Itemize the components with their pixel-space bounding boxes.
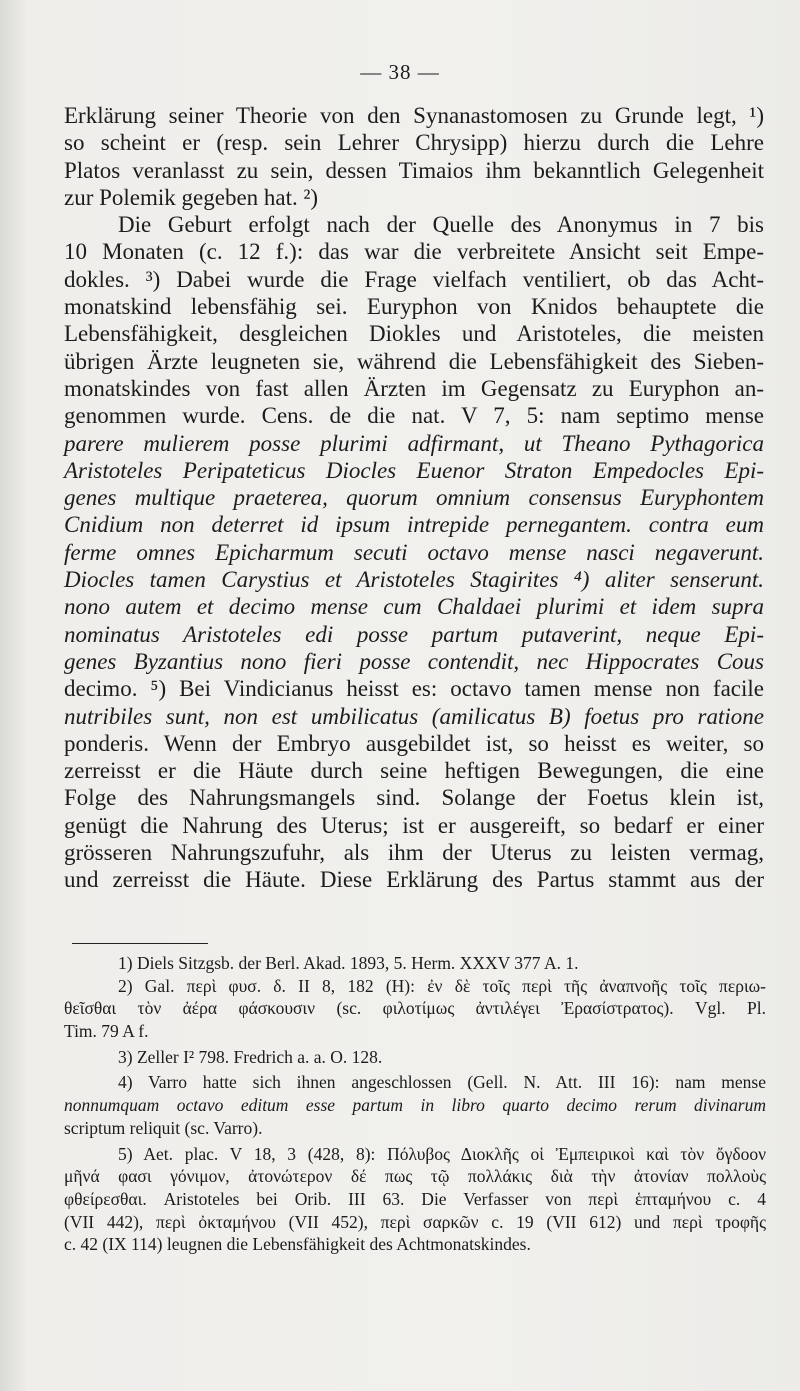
body-line-16: Cnidium non deterret id ipsum intrepide pernegantem. contra eum [64,512,764,538]
body-line-23: nutribiles sunt, non est umbilicatus (amilicatus B) foetus pro ratione [64,703,764,729]
body-line-3: Platos veranlasst zu sein, dessen Timaios ihm bekanntlich Gelegenheit [64,157,764,183]
body-line-22: decimo. ⁵) Bei Vindicianus heisst es: octavo tamen mense non facile [64,676,764,702]
footnote-line-3: θεῖσθαι τὸν ἀέρα φάσκουσιν (sc. φιλοτίμως ἀντιλέγει Ἐρασίστρατος). Vgl. Pl. [64,998,766,1019]
body-line-15: genes multique praeterea, quorum omnium consensus Euryphontem [64,485,764,511]
body-line-9: Lebensfähigkeit, desgleichen Diokles und Aristoteles, die meisten [64,321,764,347]
footnote-line-9: 5) Aet. plac. V 18, 3 (428, 8): Πόλυβος Διοκλῆς οἱ Ἐμπειρικοὶ καὶ τὸν ὄγδοον [118,1143,766,1164]
body-line-1: Erklärung seiner Theorie von den Synanastomosen zu Grunde legt, ¹) [64,103,764,128]
footnote-line-6: 4) Varro hatte sich ihnen angeschlossen (Gell. N. Att. III 16): nam mense [118,1072,766,1093]
footnote-line-11: φθείρεσθαι. Aristoteles bei Orib. III 63. Die Verfasser von περὶ ἑπταμήνου c. 4 [64,1188,766,1209]
body-line-21: genes Byzantius nono fieri posse contendit, nec Hippocrates Cous [64,648,764,674]
footnote-divider [72,943,208,944]
body-line-17: ferme omnes Epicharmum secuti octavo mense nasci negaverunt. [64,539,764,565]
footnotes [64,952,766,1256]
body-line-2: so scheint er (resp. sein Lehrer Chrysipp) hierzu durch die Lehre [64,130,764,156]
body-line-20: nominatus Aristoteles edi posse partum putaverint, neque Epi- [64,621,764,647]
body-line-14: Aristoteles Peripateticus Diocles Euenor Straton Empedocles Epi- [64,457,764,483]
body-line-18: Diocles tamen Carystius et Aristoteles Stagirites ⁴) aliter senserunt. [64,567,764,593]
body-line-7: dokles. ³) Dabei wurde die Frage vielfach ventiliert, ob das Acht- [64,266,764,292]
footnote-line-2: 2) Gal. περὶ φυσ. δ. II 8, 182 (H): ἐν δὲ τοῖς περὶ τῆς ἀναπνοῆς τοῖς περιω- [118,975,766,996]
footnote-line-4: Tim. 79 A f. [64,1021,149,1042]
body-line-29: und zerreisst die Häute. Diese Erklärung des Partus stammt aus der [64,867,764,893]
body-line-28: grösseren Nahrungszufuhr, als ihm der Uterus zu leisten vermag, [64,840,764,866]
footnote-line-7: nonnumquam octavo editum esse partum in libro quarto decimo rerum divinarum [64,1095,766,1116]
body-line-5: Die Geburt erfolgt nach der Quelle des Anonymus in 7 bis [118,212,764,238]
footnote-line-5: 3) Zeller I² 798. Fredrich a. a. O. 128. [118,1046,383,1067]
body-line-10: übrigen Ärzte leugneten sie, während die Lebensfähigkeit des Sieben- [64,348,764,374]
body-line-25: zerreisst er die Häute durch seine heftigen Bewegungen, die eine [64,758,764,784]
body-line-27: genügt die Nahrung des Uterus; ist er ausgereift, so bedarf er einer [64,812,764,838]
body-line-13: parere mulierem posse plurimi adfirmant, ut Theano Pythagorica [64,430,764,456]
footnote-line-12: (VII 442), περὶ ὀκταμήνου (VII 452), περὶ σαρκῶν c. 19 (VII 612) und περὶ τροφῆς [64,1211,766,1232]
body-line-19: nono autem et decimo mense cum Chaldaei plurimi et idem supra [64,594,764,620]
footnote-line-13: c. 42 (IX 114) leugnen die Lebensfähigkeit des Achtmonatskindes. [64,1234,531,1255]
body-line-24: ponderis. Wenn der Embryo ausgebildet ist, so heisst es weiter, so [64,730,764,756]
body-line-4: zur Polemik gegeben hat. ²) [64,184,319,210]
footnote-line-10: μῆνά φασι γόνιμον, ἀτονώτερον δέ πως τῷ πολλάκις διὰ τὴν ἀτονίαν πολλοὺς [64,1166,766,1187]
page-number: — 38 — [360,60,440,84]
footnote-line-8: scriptum reliquit (sc. Varro). [64,1117,263,1138]
body-line-26: Folge des Nahrungsmangels sind. Solange der Foetus klein ist, [64,785,764,811]
main-text [64,102,764,894]
footnote-line-1: 1) Diels Sitzgsb. der Berl. Akad. 1893, 5. Herm. XXXV 377 A. 1. [118,953,579,973]
body-line-6: 10 Monaten (c. 12 f.): das war die verbreitete Ansicht seit Empe- [64,239,764,265]
body-line-12: genommen wurde. Cens. de die nat. V 7, 5: nam septimo mense [64,403,764,429]
body-line-11: monatskindes von fast allen Ärzten im Gegensatz zu Euryphon an- [64,375,764,401]
body-line-8: monatskind lebensfähig sei. Euryphon von Knidos behauptete die [64,294,764,320]
